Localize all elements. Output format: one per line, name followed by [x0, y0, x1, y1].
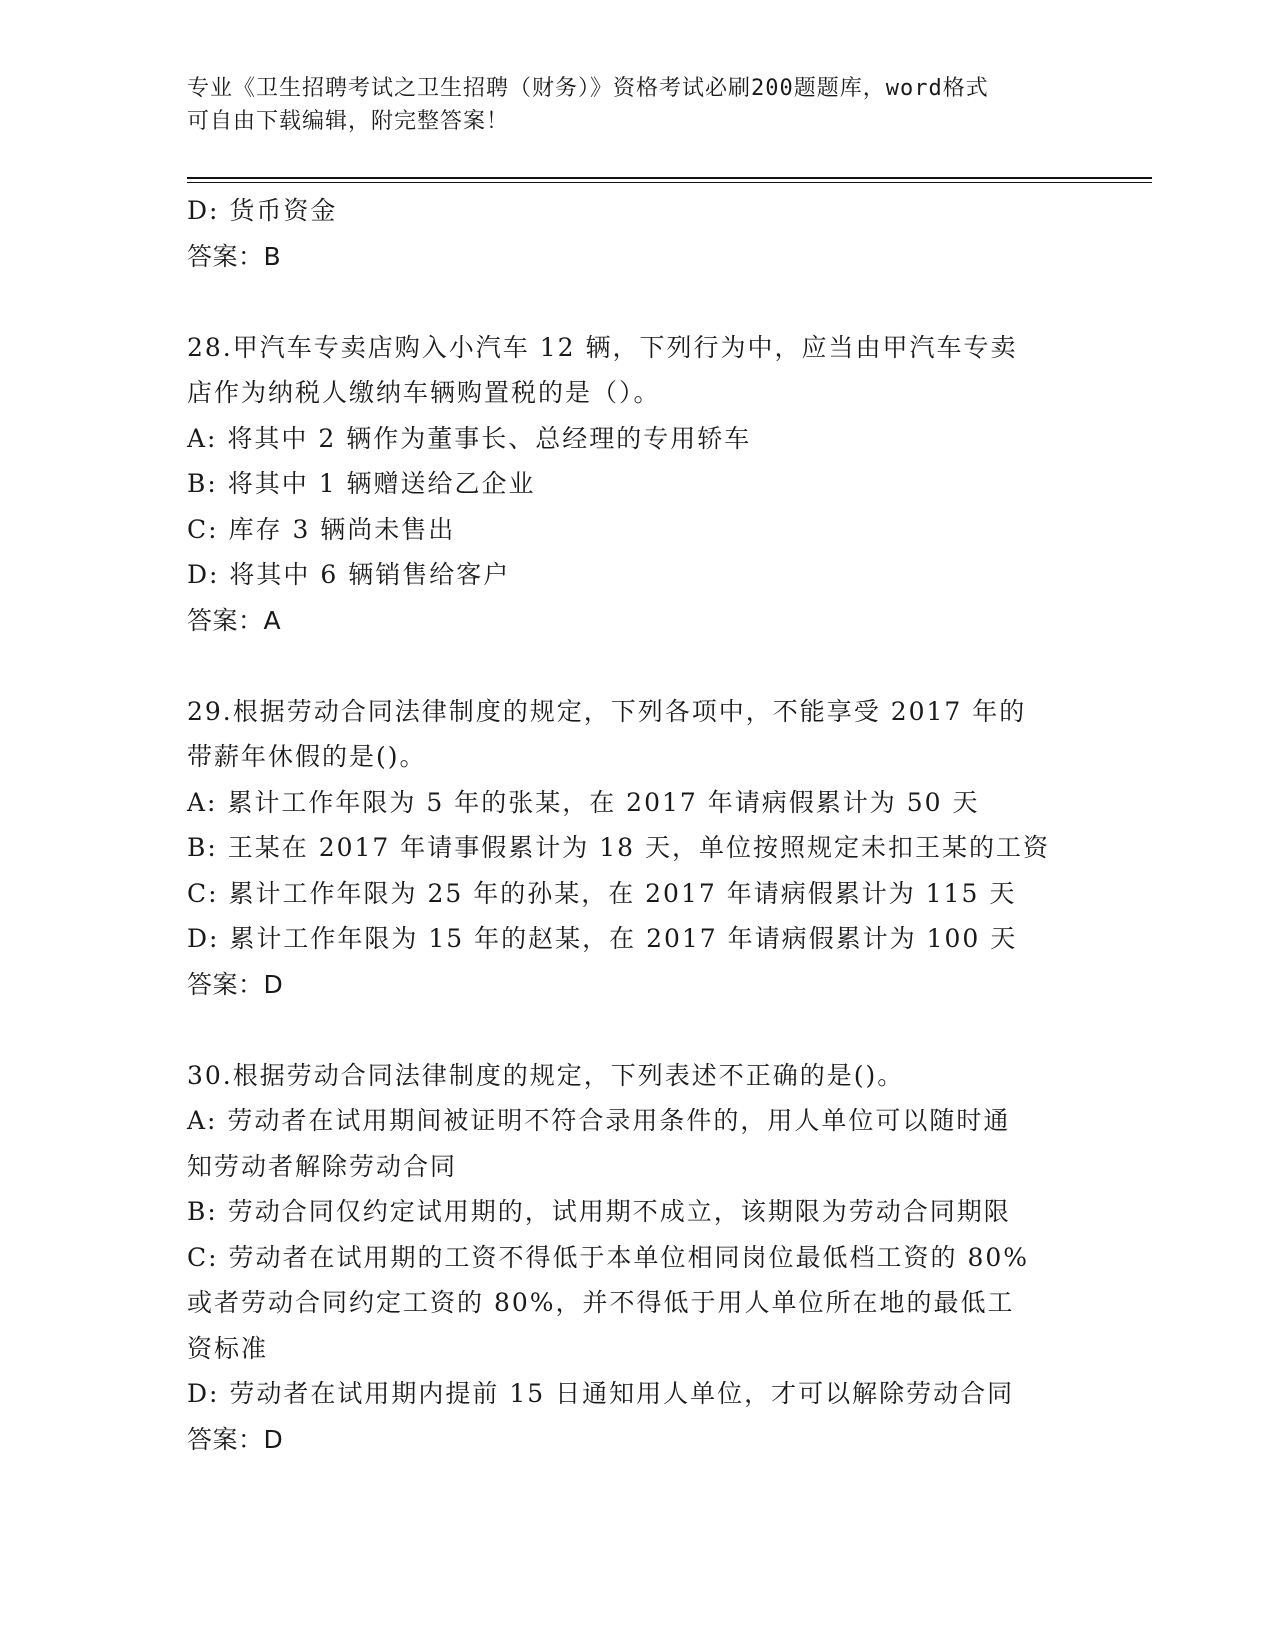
- answer-line: 答案：D: [187, 1424, 284, 1454]
- option-c: C: 劳动者在试用期的工资不得低于本单位相同岗位最低档工资的 80%: [187, 1242, 1030, 1272]
- option-a-continued: 知劳动者解除劳动合同: [187, 1151, 458, 1181]
- option-a: A: 累计工作年限为 5 年的张某，在 2017 年请病假累计为 50 天: [187, 787, 980, 817]
- option-d: D: 货币资金: [187, 196, 338, 225]
- answer-line: 答案：A: [187, 605, 282, 635]
- question-29: [187, 689, 1087, 1008]
- option-b: B: 王某在 2017 年请事假累计为 18 天，单位按照规定未扣王某的工资: [187, 833, 1050, 862]
- header-line-1: 专业《卫生招聘考试之卫生招聘（财务）》资格考试必刷200题题库，word格式: [187, 76, 989, 101]
- option-d: D: 将其中 6 辆销售给客户: [187, 560, 511, 589]
- question-stem-line: 28.甲汽车专卖店购入小汽车 12 辆，下列行为中，应当由甲汽车专卖: [187, 332, 1018, 362]
- previous-question-tail: [187, 188, 1087, 279]
- answer-line: 答案：D: [187, 969, 284, 999]
- question-28: [187, 325, 1087, 644]
- question-stem-line: 带薪年休假的是()。: [187, 742, 427, 771]
- document-header: [187, 72, 1067, 138]
- option-b: B: 劳动合同仅约定试用期的，试用期不成立，该期限为劳动合同期限: [187, 1197, 1011, 1226]
- document-body: [187, 188, 1087, 1462]
- header-line-2: 可自由下载编辑，附完整答案！: [187, 109, 510, 134]
- question-stem-line: 店作为纳税人缴纳车辆购置税的是（）。: [187, 378, 661, 407]
- answer-line: 答案：B: [187, 241, 282, 271]
- spacer: [187, 643, 1087, 689]
- question-stem-line: 30.根据劳动合同法律制度的规定，下列表述不正确的是()。: [187, 1060, 905, 1090]
- option-a: A: 将其中 2 辆作为董事长、总经理的专用轿车: [187, 423, 752, 453]
- question-30: [187, 1053, 1087, 1463]
- option-d: D: 累计工作年限为 15 年的赵某，在 2017 年请病假累计为 100 天: [187, 924, 1018, 953]
- option-c-continued: 资标准: [187, 1333, 269, 1363]
- option-a: A: 劳动者在试用期间被证明不符合录用条件的，用人单位可以随时通: [187, 1106, 1011, 1135]
- question-stem-line: 29.根据劳动合同法律制度的规定，下列各项中，不能享受 2017 年的: [187, 696, 1027, 726]
- header-divider-thick: [187, 177, 1152, 179]
- header-divider-thin: [187, 182, 1152, 183]
- option-d: D: 劳动者在试用期内提前 15 日通知用人单位，才可以解除劳动合同: [187, 1379, 1015, 1408]
- option-c: C: 累计工作年限为 25 年的孙某，在 2017 年请病假累计为 115 天: [187, 878, 1017, 908]
- spacer: [187, 1007, 1087, 1053]
- option-c-continued: 或者劳动合同约定工资的 80%，并不得低于用人单位所在地的最低工: [187, 1288, 1015, 1317]
- spacer: [187, 279, 1087, 325]
- option-b: B: 将其中 1 辆赠送给乙企业: [187, 469, 536, 498]
- option-c: C: 库存 3 辆尚未售出: [187, 514, 456, 544]
